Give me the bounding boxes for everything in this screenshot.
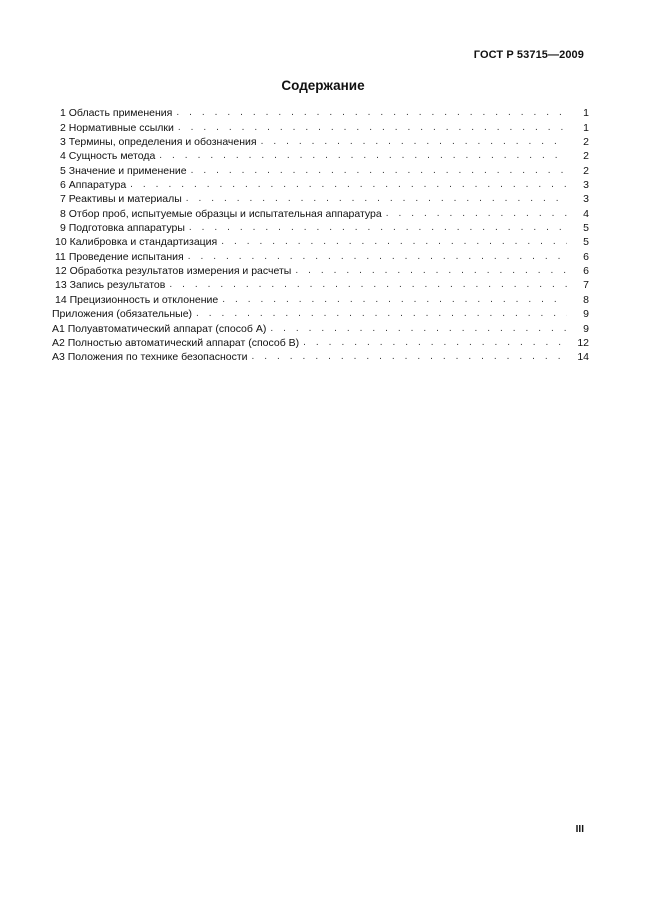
- toc-entry-label: 1 Область применения: [60, 107, 173, 120]
- toc-entry-page: 9: [583, 322, 589, 335]
- toc-entry-label: 2 Нормативные ссылки: [60, 121, 174, 134]
- toc-leader-dots: [191, 164, 567, 178]
- toc-leader-dots: [252, 350, 567, 364]
- toc-entry-label: А3 Положения по технике безопасности: [52, 351, 248, 364]
- toc-entry[interactable]: [52, 178, 589, 192]
- toc-entry[interactable]: [52, 120, 589, 134]
- toc-entry-page: 2: [583, 150, 589, 163]
- toc-leader-dots: [169, 278, 567, 292]
- toc-entry-page: 9: [583, 308, 589, 321]
- toc-entry-page: 1: [583, 107, 589, 120]
- toc-entry-label: 6 Аппаратура: [60, 179, 127, 192]
- toc-entry[interactable]: [52, 292, 589, 306]
- toc-entry[interactable]: [52, 307, 589, 321]
- toc-entry[interactable]: [52, 106, 589, 120]
- toc-leader-dots: [303, 336, 567, 350]
- toc-leader-dots: [386, 207, 567, 221]
- toc-entry-label: 10 Калибровка и стандартизация: [55, 236, 218, 249]
- toc-entry-page: 12: [577, 336, 589, 349]
- toc-entry-page: 5: [583, 222, 589, 235]
- toc-entry-page: 5: [583, 236, 589, 249]
- page-number: III: [575, 824, 584, 835]
- toc-entry[interactable]: [52, 264, 589, 278]
- toc-entry-page: 6: [583, 265, 589, 278]
- toc-entry[interactable]: [52, 206, 589, 220]
- toc-leader-dots: [178, 121, 567, 135]
- toc-entry-label: 4 Сущность метода: [60, 150, 156, 163]
- toc-leader-dots: [130, 178, 567, 192]
- toc-entry[interactable]: [52, 249, 589, 263]
- toc-entry-label: 11 Проведение испытания: [55, 250, 184, 263]
- toc-entry[interactable]: [52, 350, 589, 364]
- toc-leader-dots: [188, 250, 567, 264]
- toc-entry-page: 8: [583, 293, 589, 306]
- toc-entry[interactable]: [52, 321, 589, 335]
- toc-entry-label: А1 Полуавтоматический аппарат (способ А): [52, 322, 267, 335]
- toc-entry-page: 3: [583, 179, 589, 192]
- toc-title: Содержание: [281, 78, 365, 93]
- toc-entry[interactable]: [52, 278, 589, 292]
- toc-entry-page: 1: [583, 121, 589, 134]
- toc-entry-label: 14 Прецизионность и отклонение: [55, 293, 219, 306]
- toc-leader-dots: [222, 293, 567, 307]
- toc-leader-dots: [189, 221, 567, 235]
- toc-entry-page: 14: [577, 351, 589, 364]
- toc-entry-page: 4: [583, 207, 589, 220]
- toc-entry-page: 6: [583, 250, 589, 263]
- toc-leader-dots: [295, 264, 567, 278]
- toc-list: [52, 106, 589, 364]
- toc-entry-label: 8 Отбор проб, испытуемые образцы и испытательная аппаратура: [60, 207, 382, 220]
- toc-leader-dots: [221, 235, 567, 249]
- toc-entry-page: 2: [583, 136, 589, 149]
- toc-entry-page: 2: [583, 164, 589, 177]
- toc-entry[interactable]: [52, 149, 589, 163]
- toc-leader-dots: [176, 106, 567, 120]
- toc-entry-page: 3: [583, 193, 589, 206]
- toc-entry-label: Приложения (обязательные): [52, 308, 193, 321]
- toc-entry-label: 7 Реактивы и материалы: [60, 193, 182, 206]
- toc-entry[interactable]: [52, 221, 589, 235]
- toc-entry-label: 5 Значение и применение: [60, 164, 187, 177]
- toc-entry-label: 3 Термины, определения и обозначения: [60, 136, 257, 149]
- toc-entry-label: 12 Обработка результатов измерения и расчеты: [55, 265, 292, 278]
- document-code: ГОСТ Р 53715—2009: [473, 49, 584, 61]
- toc-entry-label: 9 Подготовка аппаратуры: [60, 222, 185, 235]
- toc-entry[interactable]: [52, 336, 589, 350]
- toc-entry-label: А2 Полностью автоматический аппарат (способ В): [52, 336, 300, 349]
- toc-leader-dots: [270, 322, 567, 336]
- toc-entry-label: 13 Запись результатов: [55, 279, 166, 292]
- toc-entry[interactable]: [52, 135, 589, 149]
- toc-entry[interactable]: [52, 235, 589, 249]
- toc-entry[interactable]: [52, 163, 589, 177]
- toc-leader-dots: [186, 192, 567, 206]
- toc-leader-dots: [159, 149, 567, 163]
- toc-entry[interactable]: [52, 192, 589, 206]
- toc-entry-page: 7: [583, 279, 589, 292]
- toc-leader-dots: [261, 135, 567, 149]
- toc-leader-dots: [196, 307, 567, 321]
